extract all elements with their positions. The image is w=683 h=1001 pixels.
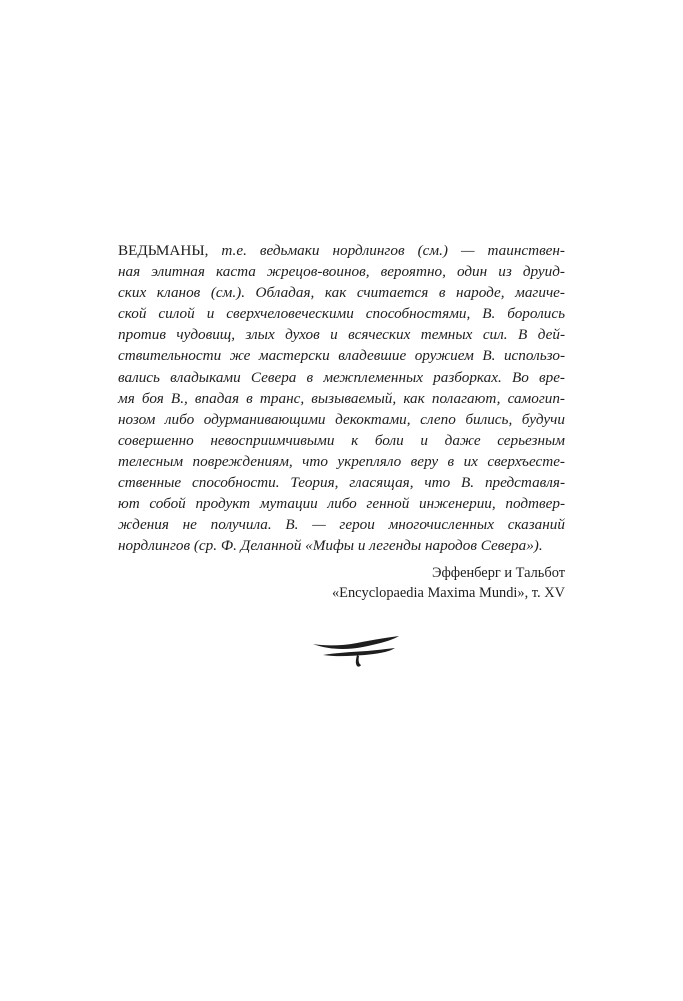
- entry-line-5: против чудовищ, злых духов и всяческих темных сил. В дей-: [118, 326, 565, 344]
- flourish-upper-stroke: [313, 636, 399, 649]
- attribution-source: «Encyclopaedia Maxima Mundi», т. XV: [331, 585, 565, 602]
- entry-line-11: телесным повреждениям, что укрепляло веру в их сверхъесте-: [118, 452, 565, 470]
- entry-line-10: совершенно невосприимчивыми к боли и даже серьезным: [118, 431, 565, 449]
- entry-line-15: нордлингов (ср. Ф. Деланной «Мифы и легенды народов Севера»).: [118, 537, 543, 555]
- entry-headword: ВЕДЬМАНЫ,: [118, 242, 209, 259]
- attribution-authors: Эффенберг и Тальбот: [432, 565, 565, 582]
- entry-line-4: ской силой и сверхчеловеческими способностями, В. боролись: [118, 305, 565, 323]
- entry-line-14: ждения не получила. В. — герои многочисленных сказаний: [118, 516, 565, 534]
- flourish-ornament-icon: [311, 634, 401, 668]
- entry-line-8: мя боя В., впадая в транс, вызываемый, как полагают, самогип-: [118, 389, 565, 407]
- epigraph: [118, 240, 565, 603]
- entry-line-1: ВЕДЬМАНЫ, т.е. ведьмаки нордлингов (см.) — таинствен-: [118, 242, 565, 259]
- flourish-hook: [356, 655, 361, 667]
- entry-line-13: ют собой продукт мутации либо генной инженерии, подтвер-: [118, 495, 565, 513]
- flourish-middle-stroke: [323, 648, 395, 656]
- entry-line-2: ная элитная каста жрецов-воинов, вероятно, один из друид-: [118, 263, 565, 281]
- entry-line-9: нозом либо одурманивающими декоктами, слепо бились, будучи: [118, 410, 565, 428]
- entry-line-3: ских кланов (см.). Обладая, как считается в народе, магиче-: [118, 284, 565, 302]
- entry-line-12: ственные способности. Теория, гласящая, что В. представля-: [118, 474, 565, 492]
- encyclopedia-entry: [118, 240, 565, 556]
- entry-line-7: вались владыками Севера в межплеменных разборках. Во вре-: [118, 368, 565, 386]
- attribution: [118, 563, 565, 603]
- entry-line-6: ствительности же мастерски владевшие оружием В. использо-: [118, 347, 565, 365]
